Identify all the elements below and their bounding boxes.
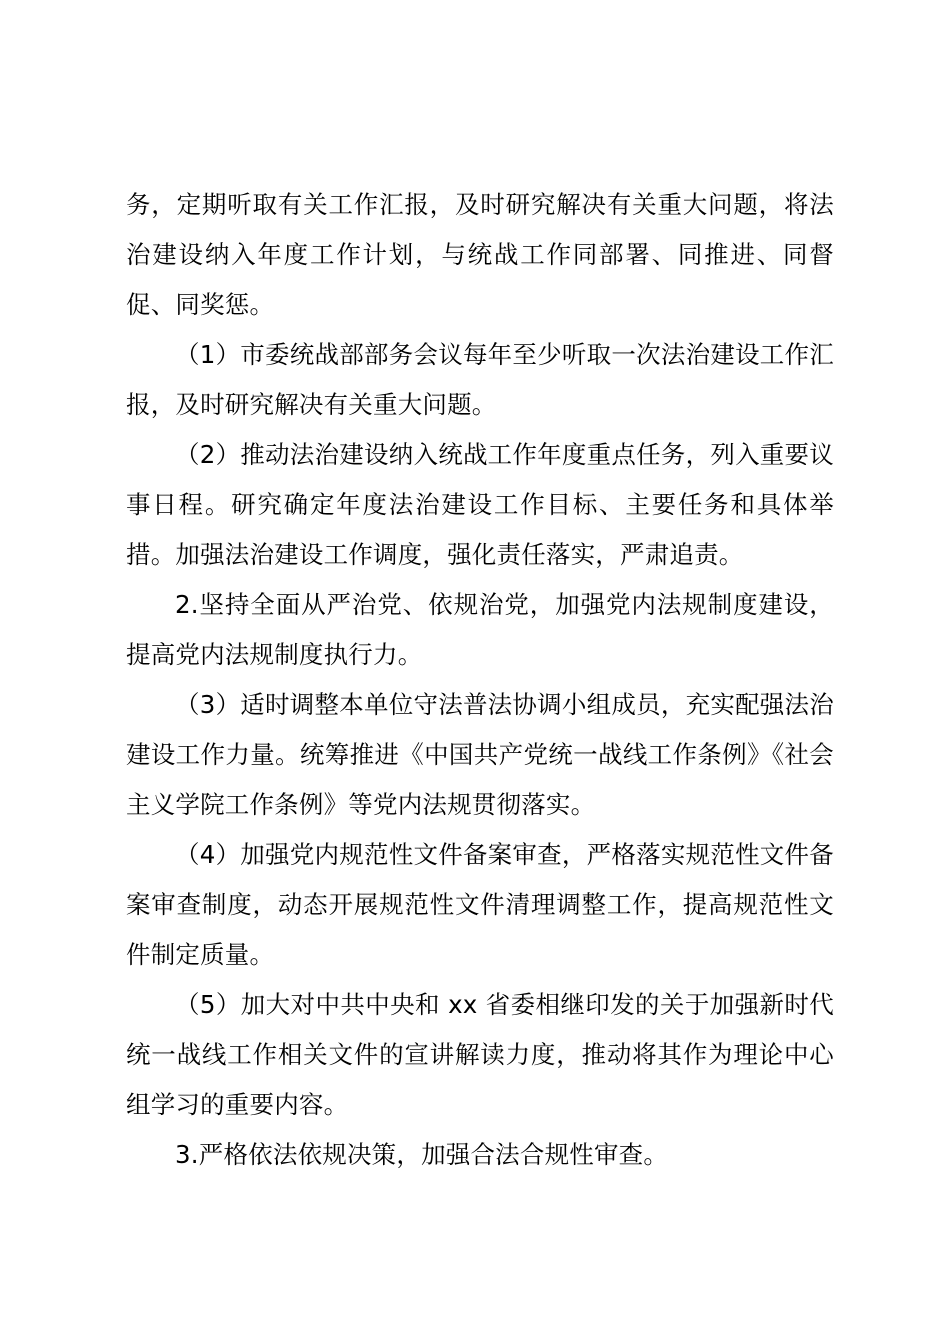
paragraph-item-5: （5）加大对中共中央和 xx 省委相继印发的关于加强新时代统一战线工作相关文件的宣讲解读力度，推动将其作为理论中心组学习的重要内容。	[126, 990, 834, 1119]
document-page	[126, 180, 834, 1180]
section-heading-3: 3.严格依法依规决策，加强合法合规性审查。	[175, 1140, 669, 1169]
paragraph-item-2: （2）推动法治建设纳入统战工作年度重点任务，列入重要议事日程。研究确定年度法治建设工作目标、主要任务和具体举措。加强法治建设工作调度，强化责任落实，严肃追责。	[126, 440, 834, 569]
paragraph-continuation: 务，定期听取有关工作汇报，及时研究解决有关重大问题，将法治建设纳入年度工作计划，与统战工作同部署、同推进、同督促、同奖惩。	[126, 190, 834, 319]
paragraph-item-4: （4）加强党内规范性文件备案审查，严格落实规范性文件备案审查制度，动态开展规范性文件清理调整工作，提高规范性文件制定质量。	[126, 840, 834, 969]
section-heading-2: 2.坚持全面从严治党、依规治党，加强党内法规制度建设，提高党内法规制度执行力。	[126, 590, 834, 669]
paragraph-item-3: （3）适时调整本单位守法普法协调小组成员，充实配强法治建设工作力量。统筹推进《中国共产党统一战线工作条例》《社会主义学院工作条例》等党内法规贯彻落实。	[126, 690, 834, 819]
paragraph-item-1: （1）市委统战部部务会议每年至少听取一次法治建设工作汇报，及时研究解决有关重大问题。	[126, 340, 834, 419]
